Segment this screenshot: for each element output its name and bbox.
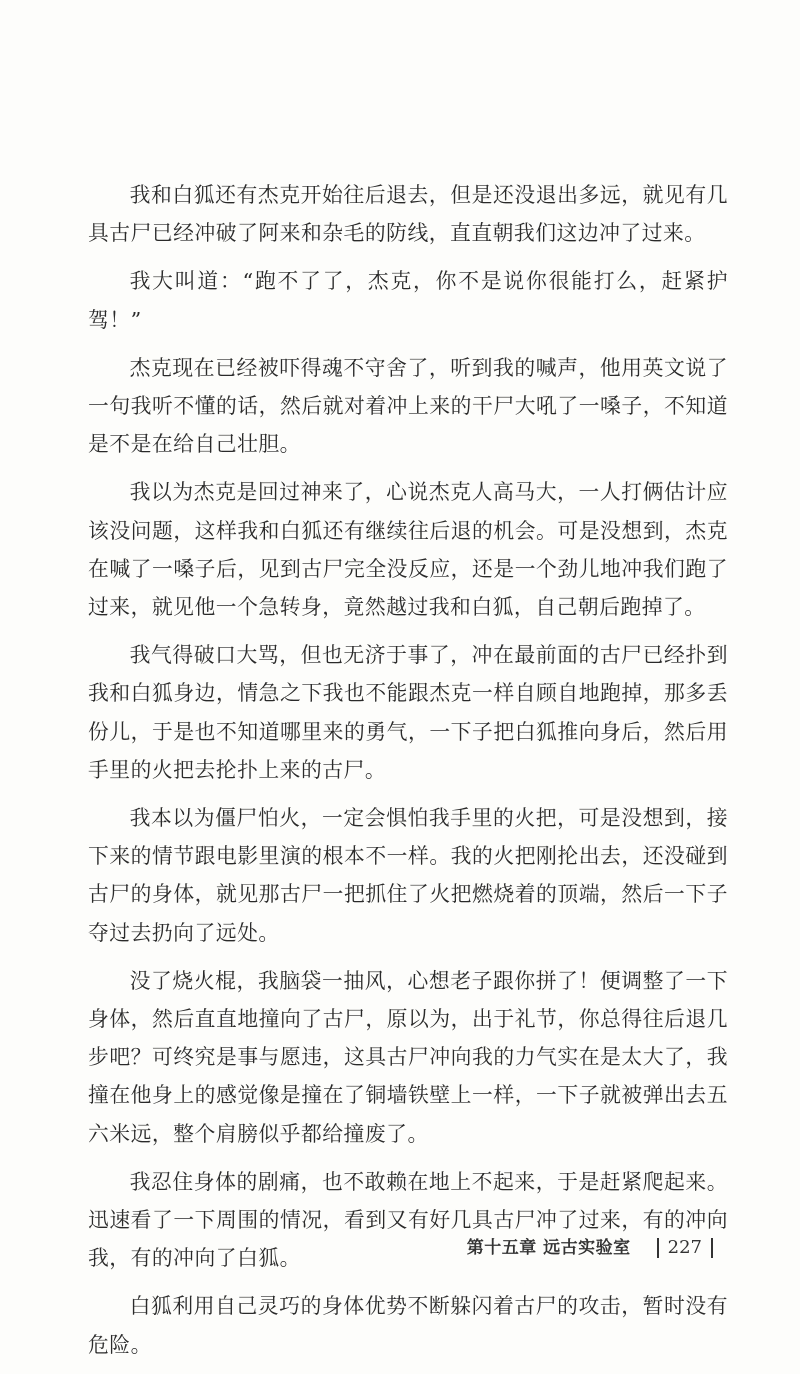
paragraph: 我气得破口大骂，但也无济于事了，冲在最前面的古尸已经扑到我和白狐身边，情急之下我也不能跟杰克一样自顾自地跑掉，那多丢份儿，于是也不知道哪里来的勇气，一下子把白狐推向身后，然后用手里的火把去抡扑上来的古尸。	[88, 643, 728, 782]
paragraph: 白狐利用自己灵巧的身体优势不断躲闪着古尸的攻击，暂时没有危险。	[88, 1294, 728, 1357]
paragraph: 我以为杰克是回过神来了，心说杰克人高马大，一人打俩估计应该没问题，这样我和白狐还有继续往后退的机会。可是没想到，杰克在喊了一嗓子后，见到古尸完全没反应，还是一个劲儿地冲我们跑了过来，就见他一个急转身，竟然越过我和白狐，自己朝后跑掉了。	[88, 480, 728, 620]
footer-divider	[657, 1238, 659, 1258]
paragraph: 没了烧火棍，我脑袋一抽风，心想老子跟你拼了！便调整了一下身体，然后直直地撞向了古尸，原以为，出于礼节，你总得往后退几步吧？可终究是事与愿违，这具古尸冲向我的力气实在是太大了，我撞在他身上的感觉像是撞在了铜墙铁壁上一样，一下子就被弹出去五六米远，整个肩膀似乎都给撞废了。	[88, 968, 728, 1146]
paragraph: 杰克现在已经被吓得魂不守舍了，听到我的喊声，他用英文说了一句我听不懂的话，然后就对着冲上来的干尸大吼了一嗓子，不知道是不是在给自己壮胆。	[88, 355, 728, 457]
chapter-title: 第十五章 远古实验室	[466, 1238, 631, 1258]
page-footer	[467, 1236, 722, 1260]
paragraph: 我忍住身体的剧痛，也不敢赖在地上不起来，于是赶紧爬起来。迅速看了一下周围的情况，看到又有好几具古尸冲了过来，有的冲向我，有的冲向了白狐。	[88, 1169, 728, 1271]
page-number: 227	[667, 1237, 702, 1258]
paragraph: 我本以为僵尸怕火，一定会惧怕我手里的火把，可是没想到，接下来的情节跟电影里演的根本不一样。我的火把刚抡出去，还没碰到古尸的身体，就见那古尸一把抓住了火把燃烧着的顶端，然后一下子夺过去扔向了远处。	[88, 806, 728, 945]
paragraph: 我和白狐还有杰克开始往后退去，但是还没退出多远，就见有几具古尸已经冲破了阿来和杂毛的防线，直直朝我们这边冲了过来。	[88, 183, 728, 246]
paragraph: 我大叫道：“跑不了了，杰克，你不是说你很能打么，赶紧护驾！”	[88, 269, 728, 332]
body-text	[88, 176, 728, 1374]
footer-divider	[711, 1238, 713, 1258]
